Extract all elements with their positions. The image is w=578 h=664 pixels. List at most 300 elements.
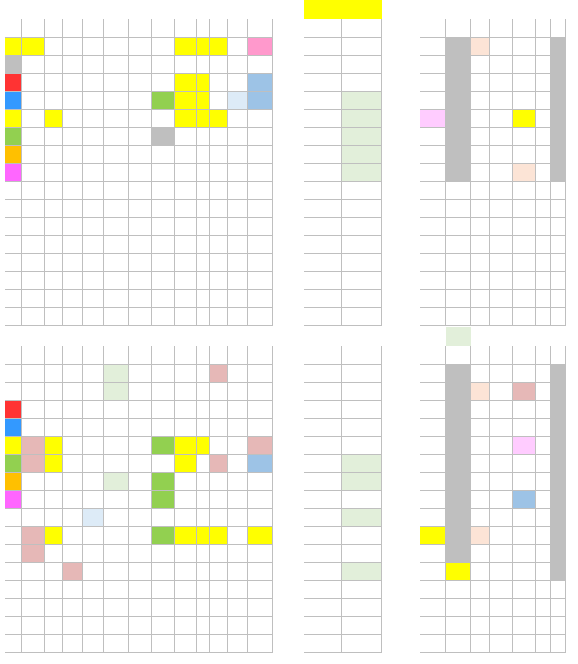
yami-cell[interactable] (551, 617, 566, 635)
running-style-cell[interactable] (152, 383, 175, 401)
yami-cell[interactable] (551, 128, 566, 146)
hdr-num-2[interactable] (304, 327, 342, 346)
p-percent-cell[interactable] (513, 164, 536, 182)
finish-cell[interactable] (420, 290, 446, 308)
col-b-cell[interactable] (63, 56, 83, 74)
horse-number-cell[interactable] (5, 527, 22, 545)
rank-cell[interactable] (197, 509, 210, 527)
kai2-cell[interactable] (536, 128, 551, 146)
distance-cell[interactable] (446, 419, 471, 437)
header-col-d[interactable] (104, 19, 129, 38)
rank-cell[interactable] (197, 38, 210, 56)
prev-cell[interactable] (210, 581, 228, 599)
k-percent-cell[interactable] (471, 365, 490, 383)
yami-cell[interactable] (551, 401, 566, 419)
rank-cell[interactable] (197, 545, 210, 563)
kari-o-cell[interactable] (228, 182, 248, 200)
col-c-cell[interactable] (83, 491, 104, 509)
col-d-cell[interactable] (104, 56, 129, 74)
arrow-cell[interactable] (129, 164, 152, 182)
distance-cell[interactable] (446, 92, 471, 110)
ability-cell[interactable] (22, 437, 45, 455)
rank-cell[interactable] (197, 200, 210, 218)
finish-cell[interactable] (420, 200, 446, 218)
distance-cell[interactable] (446, 272, 471, 290)
ability-cell[interactable] (22, 308, 45, 326)
distance-cell[interactable] (446, 599, 471, 617)
jockey-cell[interactable] (342, 491, 382, 509)
jockey-cell[interactable] (342, 74, 382, 92)
kai2-cell[interactable] (536, 545, 551, 563)
kai-cell[interactable] (490, 182, 513, 200)
finish-cell[interactable] (420, 473, 446, 491)
col-c-cell[interactable] (83, 527, 104, 545)
header-kai2[interactable] (536, 346, 551, 365)
distance-cell[interactable] (446, 617, 471, 635)
hdr-num-1[interactable] (273, 0, 304, 19)
distance-cell[interactable] (446, 164, 471, 182)
p-percent-cell[interactable] (513, 218, 536, 236)
kai-cell[interactable] (490, 563, 513, 581)
jockey-rate-cell[interactable] (304, 491, 342, 509)
ability-cell[interactable] (22, 128, 45, 146)
jockey-rate-cell[interactable] (304, 74, 342, 92)
col-c-cell[interactable] (83, 254, 104, 272)
arrow-cell[interactable] (129, 254, 152, 272)
kai2-cell[interactable] (536, 182, 551, 200)
header-p-percent[interactable] (513, 19, 536, 38)
col-c-cell[interactable] (83, 419, 104, 437)
col-b-cell[interactable] (63, 110, 83, 128)
rank-cell[interactable] (197, 599, 210, 617)
mark-cell[interactable] (175, 38, 197, 56)
header-col-a[interactable] (45, 346, 63, 365)
horse-number-cell[interactable] (5, 491, 22, 509)
k-percent-cell[interactable] (471, 200, 490, 218)
jockey-rate-cell[interactable] (304, 182, 342, 200)
col-d-cell[interactable] (104, 236, 129, 254)
ta-cell[interactable] (248, 401, 273, 419)
col-a-cell[interactable] (45, 290, 63, 308)
ability-cell[interactable] (22, 38, 45, 56)
yami-cell[interactable] (551, 218, 566, 236)
col-b-cell[interactable] (63, 200, 83, 218)
prev-cell[interactable] (210, 128, 228, 146)
yami-cell[interactable] (551, 254, 566, 272)
yami-cell[interactable] (551, 527, 566, 545)
horse-number-cell[interactable] (5, 437, 22, 455)
running-style-cell[interactable] (152, 509, 175, 527)
prev-cell[interactable] (210, 236, 228, 254)
finish-cell[interactable] (420, 164, 446, 182)
p-percent-cell[interactable] (513, 182, 536, 200)
header-prev[interactable] (210, 19, 228, 38)
col-c-cell[interactable] (83, 146, 104, 164)
col-c-cell[interactable] (83, 509, 104, 527)
kai2-cell[interactable] (536, 419, 551, 437)
prev-cell[interactable] (210, 617, 228, 635)
finish-cell[interactable] (420, 509, 446, 527)
mark-cell[interactable] (175, 437, 197, 455)
col-d-cell[interactable] (104, 38, 129, 56)
finish-cell[interactable] (420, 308, 446, 326)
kari-o-cell[interactable] (228, 128, 248, 146)
col-c-cell[interactable] (83, 56, 104, 74)
kari-o-cell[interactable] (228, 437, 248, 455)
horse-number-cell[interactable] (5, 164, 22, 182)
ta-cell[interactable] (248, 545, 273, 563)
horse-number-cell[interactable] (5, 419, 22, 437)
yami-cell[interactable] (551, 110, 566, 128)
distance-cell[interactable] (446, 365, 471, 383)
jockey-rate-cell[interactable] (304, 401, 342, 419)
distance-cell[interactable] (446, 128, 471, 146)
header-arrow[interactable] (129, 346, 152, 365)
jockey-cell[interactable] (342, 581, 382, 599)
prev-cell[interactable] (210, 383, 228, 401)
col-d-cell[interactable] (104, 419, 129, 437)
finish-cell[interactable] (420, 92, 446, 110)
kai2-cell[interactable] (536, 365, 551, 383)
col-d-cell[interactable] (104, 383, 129, 401)
col-a-cell[interactable] (45, 164, 63, 182)
ta-cell[interactable] (248, 272, 273, 290)
ability-cell[interactable] (22, 383, 45, 401)
yami-cell[interactable] (551, 182, 566, 200)
hdr-num-1[interactable] (273, 327, 304, 346)
col-d-cell[interactable] (104, 617, 129, 635)
horse-number-cell[interactable] (5, 74, 22, 92)
col-a-cell[interactable] (45, 56, 63, 74)
header-rank[interactable] (197, 346, 210, 365)
distance-cell[interactable] (446, 182, 471, 200)
header-kari-o[interactable] (228, 19, 248, 38)
col-b-cell[interactable] (63, 308, 83, 326)
running-style-cell[interactable] (152, 437, 175, 455)
finish-cell[interactable] (420, 365, 446, 383)
k-percent-cell[interactable] (471, 437, 490, 455)
finish-cell[interactable] (420, 437, 446, 455)
col-a-cell[interactable] (45, 473, 63, 491)
ability-cell[interactable] (22, 527, 45, 545)
col-c-cell[interactable] (83, 128, 104, 146)
arrow-cell[interactable] (129, 146, 152, 164)
running-style-cell[interactable] (152, 290, 175, 308)
arrow-cell[interactable] (129, 509, 152, 527)
ta-cell[interactable] (248, 110, 273, 128)
yami-cell[interactable] (551, 473, 566, 491)
col-b-cell[interactable] (63, 455, 83, 473)
kai2-cell[interactable] (536, 509, 551, 527)
finish-cell[interactable] (420, 38, 446, 56)
ta-cell[interactable] (248, 491, 273, 509)
p-percent-cell[interactable] (513, 38, 536, 56)
jockey-rate-cell[interactable] (304, 365, 342, 383)
running-style-cell[interactable] (152, 401, 175, 419)
jockey-cell[interactable] (342, 308, 382, 326)
col-d-cell[interactable] (104, 128, 129, 146)
kai-cell[interactable] (490, 437, 513, 455)
rank-cell[interactable] (197, 308, 210, 326)
col-c-cell[interactable] (83, 182, 104, 200)
col-d-cell[interactable] (104, 290, 129, 308)
ta-cell[interactable] (248, 38, 273, 56)
kai2-cell[interactable] (536, 527, 551, 545)
arrow-cell[interactable] (129, 110, 152, 128)
col-b-cell[interactable] (63, 74, 83, 92)
header-yami[interactable] (551, 19, 566, 38)
kai2-cell[interactable] (536, 563, 551, 581)
yami-cell[interactable] (551, 92, 566, 110)
col-a-cell[interactable] (45, 455, 63, 473)
jockey-rate-cell[interactable] (304, 599, 342, 617)
rank-cell[interactable] (197, 290, 210, 308)
kai-cell[interactable] (490, 455, 513, 473)
jockey-cell[interactable] (342, 383, 382, 401)
k-percent-cell[interactable] (471, 545, 490, 563)
p-percent-cell[interactable] (513, 473, 536, 491)
jockey-rate-cell[interactable] (304, 473, 342, 491)
rank-cell[interactable] (197, 128, 210, 146)
ability-cell[interactable] (22, 254, 45, 272)
kai2-cell[interactable] (536, 272, 551, 290)
horse-number-cell[interactable] (5, 92, 22, 110)
col-c-cell[interactable] (83, 236, 104, 254)
running-style-cell[interactable] (152, 563, 175, 581)
arrow-cell[interactable] (129, 218, 152, 236)
mark-cell[interactable] (175, 419, 197, 437)
jockey-cell[interactable] (342, 401, 382, 419)
jockey-rate-cell[interactable] (304, 92, 342, 110)
col-a-cell[interactable] (45, 527, 63, 545)
hdr-num-2[interactable] (304, 0, 342, 19)
k-percent-cell[interactable] (471, 56, 490, 74)
p-percent-cell[interactable] (513, 308, 536, 326)
ability-cell[interactable] (22, 182, 45, 200)
horse-number-cell[interactable] (5, 455, 22, 473)
yami-cell[interactable] (551, 146, 566, 164)
mark-cell[interactable] (175, 365, 197, 383)
k-percent-cell[interactable] (471, 146, 490, 164)
ta-cell[interactable] (248, 92, 273, 110)
mark-cell[interactable] (175, 545, 197, 563)
ta-cell[interactable] (248, 563, 273, 581)
running-style-cell[interactable] (152, 617, 175, 635)
distance-count[interactable] (446, 0, 471, 19)
yami-cell[interactable] (551, 509, 566, 527)
prev-cell[interactable] (210, 92, 228, 110)
distance-cell[interactable] (446, 110, 471, 128)
kai2-cell[interactable] (536, 473, 551, 491)
ability-cell[interactable] (22, 110, 45, 128)
kai-cell[interactable] (490, 383, 513, 401)
running-style-cell[interactable] (152, 581, 175, 599)
col-b-cell[interactable] (63, 218, 83, 236)
kai-cell[interactable] (490, 128, 513, 146)
arrow-cell[interactable] (129, 545, 152, 563)
ta-cell[interactable] (248, 599, 273, 617)
col-d-cell[interactable] (104, 635, 129, 653)
header-jockey-rate[interactable] (304, 346, 342, 365)
arrow-cell[interactable] (129, 383, 152, 401)
k-percent-cell[interactable] (471, 74, 490, 92)
kari-o-cell[interactable] (228, 38, 248, 56)
mark-cell[interactable] (175, 635, 197, 653)
jockey-rate-cell[interactable] (304, 581, 342, 599)
ta-cell[interactable] (248, 74, 273, 92)
finish-cell[interactable] (420, 56, 446, 74)
ability-cell[interactable] (22, 272, 45, 290)
rank-cell[interactable] (197, 74, 210, 92)
k-percent-cell[interactable] (471, 509, 490, 527)
arrow-cell[interactable] (129, 581, 152, 599)
p-percent-cell[interactable] (513, 56, 536, 74)
jockey-rate-cell[interactable] (304, 383, 342, 401)
jockey-cell[interactable] (342, 218, 382, 236)
rank-cell[interactable] (197, 563, 210, 581)
arrow-cell[interactable] (129, 617, 152, 635)
p-percent-cell[interactable] (513, 200, 536, 218)
p-percent-cell[interactable] (513, 617, 536, 635)
col-b-cell[interactable] (63, 383, 83, 401)
kari-o-cell[interactable] (228, 236, 248, 254)
header-arrow[interactable] (129, 19, 152, 38)
rank-cell[interactable] (197, 419, 210, 437)
distance-cell[interactable] (446, 455, 471, 473)
col-b-cell[interactable] (63, 290, 83, 308)
k-percent-cell[interactable] (471, 254, 490, 272)
mark-cell[interactable] (175, 110, 197, 128)
mark-cell[interactable] (175, 563, 197, 581)
running-style-cell[interactable] (152, 527, 175, 545)
distance-cell[interactable] (446, 56, 471, 74)
track-name[interactable] (5, 327, 45, 346)
ability-cell[interactable] (22, 56, 45, 74)
running-style-cell[interactable] (152, 200, 175, 218)
rank-cell[interactable] (197, 455, 210, 473)
ability-cell[interactable] (22, 635, 45, 653)
ability-cell[interactable] (22, 419, 45, 437)
arrow-cell[interactable] (129, 491, 152, 509)
yami-cell[interactable] (551, 545, 566, 563)
jockey-cell[interactable] (342, 164, 382, 182)
col-a-cell[interactable] (45, 110, 63, 128)
col-b-cell[interactable] (63, 236, 83, 254)
col-b-cell[interactable] (63, 419, 83, 437)
mark-cell[interactable] (175, 56, 197, 74)
jockey-rate-cell[interactable] (304, 254, 342, 272)
distance-cell[interactable] (446, 383, 471, 401)
kari-o-cell[interactable] (228, 473, 248, 491)
col-c-cell[interactable] (83, 473, 104, 491)
kai-cell[interactable] (490, 527, 513, 545)
jockey-cell[interactable] (342, 56, 382, 74)
race-number[interactable] (152, 0, 175, 19)
col-a-cell[interactable] (45, 146, 63, 164)
mark-cell[interactable] (175, 581, 197, 599)
finish-cell[interactable] (420, 617, 446, 635)
p-percent-cell[interactable] (513, 254, 536, 272)
horse-number-cell[interactable] (5, 110, 22, 128)
horse-number-cell[interactable] (5, 218, 22, 236)
col-d-cell[interactable] (104, 308, 129, 326)
kari-o-cell[interactable] (228, 254, 248, 272)
ta-cell[interactable] (248, 218, 273, 236)
col-a-cell[interactable] (45, 419, 63, 437)
mark-cell[interactable] (175, 236, 197, 254)
running-style-cell[interactable] (152, 218, 175, 236)
col-b-cell[interactable] (63, 635, 83, 653)
header-ta[interactable] (248, 346, 273, 365)
jockey-rate-cell[interactable] (304, 455, 342, 473)
kai2-cell[interactable] (536, 491, 551, 509)
prev-cell[interactable] (210, 74, 228, 92)
p-percent-cell[interactable] (513, 437, 536, 455)
col-b-cell[interactable] (63, 182, 83, 200)
kai-cell[interactable] (490, 509, 513, 527)
p-percent-cell[interactable] (513, 128, 536, 146)
arrow-cell[interactable] (129, 272, 152, 290)
ta-cell[interactable] (248, 581, 273, 599)
ta-cell[interactable] (248, 635, 273, 653)
col-b-cell[interactable] (63, 527, 83, 545)
hdr-num-3[interactable] (342, 0, 382, 19)
race-date[interactable] (45, 327, 129, 346)
arrow-cell[interactable] (129, 236, 152, 254)
yami-cell[interactable] (551, 581, 566, 599)
header-kai[interactable] (490, 19, 513, 38)
col-a-cell[interactable] (45, 272, 63, 290)
k-percent-cell[interactable] (471, 563, 490, 581)
p-percent-cell[interactable] (513, 599, 536, 617)
jockey-cell[interactable] (342, 545, 382, 563)
jockey-cell[interactable] (342, 236, 382, 254)
kari-o-cell[interactable] (228, 56, 248, 74)
arrow-cell[interactable] (129, 308, 152, 326)
finish-cell[interactable] (420, 254, 446, 272)
mark-cell[interactable] (175, 473, 197, 491)
yami-cell[interactable] (551, 290, 566, 308)
prev-cell[interactable] (210, 419, 228, 437)
col-d-cell[interactable] (104, 581, 129, 599)
kai2-cell[interactable] (536, 236, 551, 254)
kai-cell[interactable] (490, 74, 513, 92)
col-c-cell[interactable] (83, 545, 104, 563)
rank-cell[interactable] (197, 473, 210, 491)
rank-cell[interactable] (197, 110, 210, 128)
col-a-cell[interactable] (45, 509, 63, 527)
yami-cell[interactable] (551, 272, 566, 290)
arrow-cell[interactable] (129, 128, 152, 146)
finish-cell[interactable] (420, 419, 446, 437)
ability-cell[interactable] (22, 92, 45, 110)
arrow-cell[interactable] (129, 56, 152, 74)
kari-o-cell[interactable] (228, 455, 248, 473)
arrow-cell[interactable] (129, 527, 152, 545)
k-percent-cell[interactable] (471, 128, 490, 146)
col-d-cell[interactable] (104, 218, 129, 236)
mark-cell[interactable] (175, 74, 197, 92)
prev-cell[interactable] (210, 218, 228, 236)
col-d-cell[interactable] (104, 92, 129, 110)
kai-cell[interactable] (490, 473, 513, 491)
distance-cell[interactable] (446, 545, 471, 563)
prev-cell[interactable] (210, 308, 228, 326)
mark-cell[interactable] (175, 308, 197, 326)
yami-cell[interactable] (551, 308, 566, 326)
col-d-cell[interactable] (104, 146, 129, 164)
prev-cell[interactable] (210, 599, 228, 617)
